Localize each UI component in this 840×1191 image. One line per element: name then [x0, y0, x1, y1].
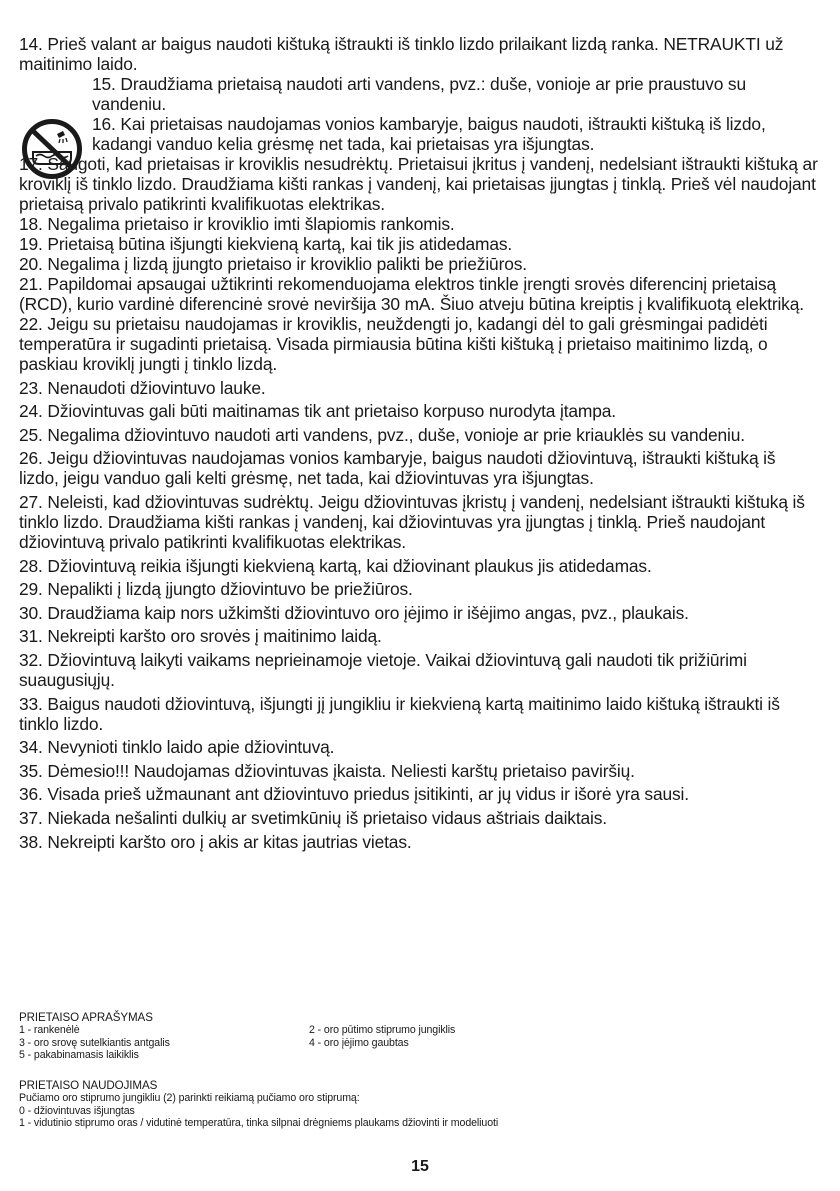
instruction-25: 25. Negalima džiovintuvo naudoti arti vandens, pvz., duše, vonioje ar prie kriauklės su vandeniu.: [19, 424, 745, 445]
instruction-36: 36. Visada prieš užmaunant ant džiovintuvo priedus įsitikinti, ar jų vidus ir išorė yra sausi.: [19, 784, 689, 805]
instruction-14: 14. Prieš valant ar baigus naudoti kištuką ištraukti iš tinklo lizdo prilaikant lizdą ranka. NETRAUKTI už maitinimo laido.: [19, 34, 784, 74]
instruction-22: 22. Jeigu su prietaisu naudojamas ir kroviklis, neuždengti jo, kadangi dėl to gali grėsmingai padidėti temperatūra ir sugadinti prietaisą. Visada pirmiausia būtina kišti kištuką į prietaiso maitinimo lizdą, o paskiau kroviklį jungti į tinklo lizdą.: [19, 314, 768, 374]
device-usage: [19, 1079, 819, 1130]
instruction-30: 30. Draudžiama kaip nors užkimšti džiovintuvo oro įėjimo ir išėjimo angas, pvz., plaukais.: [19, 602, 689, 623]
part-5: 5 - pakabinamasis laikiklis: [19, 1049, 139, 1061]
no-bathtub-warning-icon: [21, 118, 83, 180]
instruction-23: 23. Nenaudoti džiovintuvo lauke.: [19, 377, 266, 398]
water-warning-block: [19, 74, 819, 154]
usage-heading: PRIETAISO NAUDOJIMAS: [19, 1079, 158, 1092]
device-description: [19, 1011, 819, 1062]
instruction-34: 34. Nevynioti tinklo laido apie džiovintuvą.: [19, 737, 335, 758]
instruction-17: 17. Saugoti, kad prietaisas ir kroviklis nesudrėktų. Prietaisui įkritus į vandenį, nedelsiant ištraukti kištuką ar kroviklį iš tinklo lizdo. Draudžiama kišti rankas į vandenį, kai prietaisas įjungtas į tinklą. Prieš vėl naudojant prietaisą privalo patikrinti kvalifikuotas elektrikas.: [19, 154, 818, 214]
safety-instructions: [19, 34, 819, 852]
instruction-19: 19. Prietaisą būtina išjungti kiekvieną kartą, kai tik jis atidedamas.: [19, 234, 513, 254]
instruction-24: 24. Džiovintuvas gali būti maitinamas tik ant prietaiso korpuso nurodyta įtampa.: [19, 401, 616, 422]
instruction-20: 20. Negalima į lizdą įjungto prietaiso ir kroviklio palikti be priežiūros.: [19, 254, 527, 274]
instruction-31: 31. Nekreipti karšto oro srovės į maitinimo laidą.: [19, 626, 382, 647]
part-2: 2 - oro pūtimo stiprumo jungiklis: [309, 1024, 456, 1036]
description-heading: PRIETAISO APRAŠYMAS: [19, 1011, 153, 1024]
part-3: 3 - oro srovę sutelkiantis antgalis: [19, 1036, 170, 1049]
instruction-15: 15. Draudžiama prietaisą naudoti arti vandens, pvz.: duše, vonioje ar prie praustuvo su vandeniu.: [92, 74, 746, 114]
instruction-26: 26. Jeigu džiovintuvas naudojamas vonios kambaryje, baigus naudoti džiovintuvą, ištraukti kištuką iš lizdo, jeigu vanduo gali kelti grėsmę, net tada, kai džiovintuvas yra išjungtas.: [19, 448, 776, 489]
instruction-16: 16. Kai prietaisas naudojamas vonios kambaryje, baigus naudoti, ištraukti kištuką iš lizdo, kadangi vanduo kelia grėsmę net tada, kai prietaisas yra išjungtas.: [92, 114, 766, 154]
instruction-38: 38. Nekreipti karšto oro į akis ar kitas jautrias vietas.: [19, 831, 412, 852]
instruction-32: 32. Džiovintuvą laikyti vaikams neprieinamoje vietoje. Vaikai džiovintuvą gali naudoti tik prižiūrimi suaugusiųjų.: [19, 649, 747, 690]
part-4: 4 - oro įėjimo gaubtas: [309, 1036, 409, 1049]
instruction-35: 35. Dėmesio!!! Naudojamas džiovintuvas įkaista. Neliesti karštų prietaiso paviršių.: [19, 760, 635, 781]
instruction-28: 28. Džiovintuvą reikia išjungti kiekvieną kartą, kai džiovinant plaukus jis atidedamas.: [19, 555, 652, 576]
instruction-18: 18. Negalima prietaiso ir kroviklio imti šlapiomis rankomis.: [19, 214, 455, 234]
usage-line-3: 1 - vidutinio stiprumo oras / vidutinė temperatūra, tinka silpnai drėgniems plaukams džiovinti ir modeliuoti: [19, 1117, 499, 1129]
part-1: 1 - rankenėlė: [19, 1024, 80, 1036]
instruction-37: 37. Niekada nešalinti dulkių ar svetimkūnių iš prietaiso vidaus aštriais daiktais.: [19, 807, 607, 828]
parts-list: [19, 1024, 819, 1062]
page-number: 15: [411, 1158, 429, 1175]
usage-line-1: Pučiamo oro stiprumo jungikliu (2) parinkti reikiamą pučiamo oro stiprumą:: [19, 1092, 360, 1104]
instruction-21: 21. Papildomai apsaugai užtikrinti rekomenduojama elektros tinkle įrengti srovės diferencinį prietaisą (RCD), kurio vardinė diferencinė srovė neviršija 30 mA. Šiuo atveju būtina kreiptis į kvalifikuotą elektriką.: [19, 274, 804, 314]
instruction-27: 27. Neleisti, kad džiovintuvas sudrėktų. Jeigu džiovintuvas įkristų į vandenį, nedelsiant ištraukti kištuką iš tinklo lizdo. Draudžiama kišti rankas į vandenį, kai džiovintuvas yra įjungtas į tinklą. Prieš naudojant džiovintuvą privalo patikrinti kvalifikuotas elektrikas.: [19, 491, 805, 552]
instruction-29: 29. Nepalikti į lizdą įjungto džiovintuvo be priežiūros.: [19, 579, 413, 600]
instruction-33: 33. Baigus naudoti džiovintuvą, išjungti jį jungikliu ir kiekvieną kartą maitinimo laido kištuką ištraukti iš tinklo lizdo.: [19, 693, 780, 734]
usage-line-2: 0 - džiovintuvas išjungtas: [19, 1104, 135, 1117]
